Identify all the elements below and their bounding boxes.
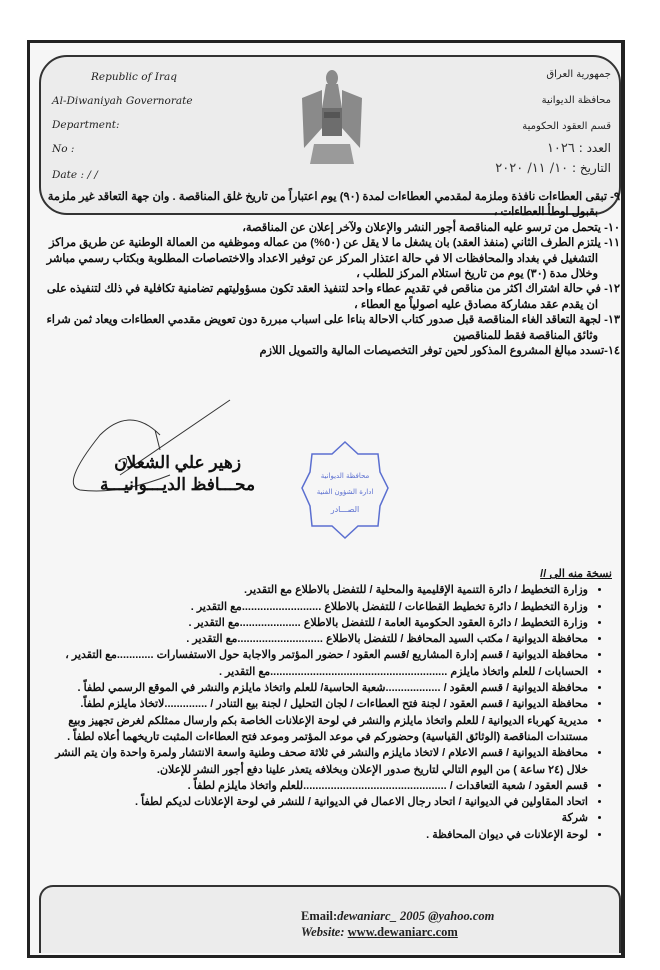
- copy-recipient: • لوحة الإعلانات في ديوان المحافظة .: [40, 827, 588, 843]
- header-en-department: Department:: [52, 119, 120, 131]
- header-en-governorate: Al-Diwaniyah Governorate: [52, 95, 193, 107]
- copy-recipient: • الحسابات / للعلم واتخاذ مايلزم ..........................................................مع التقدير .: [40, 664, 588, 680]
- website-link[interactable]: www.dewaniarc.com: [347, 925, 458, 939]
- footer-website: [301, 925, 458, 940]
- clause-11: ١١- يلتزم الطرف الثاني (منفذ العقد) بان يشغل ما لا يقل عن (٥٠%) من عماله وموظفيه من العمالة الوطنية عن طريق مراكز التشغيل في بغداد والمحافظات الا في حالة اعتذار المركز عن توفير الاعداد والاختصاصات المطلوبة وبكتاب رسمي مباشر وخلال مدة (٣٠) يوم من تاريخ استلام المركز للطلب ،: [46, 237, 620, 281]
- clause-13: ١٣- لجهة التعاقد الغاء المناقصة قبل صدور كتاب الاحالة بناءا على اسباب مبررة دون تعويض مقدمي العطاءات ويعاد ثمن شراء وثائق المناقصة فقط للمناقصين: [46, 314, 620, 342]
- copy-recipient: • محافظة الديوانية / مكتب السيد المحافظ / للتفضل بالاطلاع ............................مع التقدير .: [40, 631, 588, 647]
- official-stamp-icon: [300, 440, 390, 540]
- signatory-name: زهير علي الشعلان: [114, 453, 242, 472]
- clause-14: ١٤-تسدد مبالغ المشروع المذكور لحين توفر التخصيصات المالية والتمويل اللازم: [259, 345, 620, 358]
- number-label: العدد :: [578, 141, 611, 155]
- tender-clauses: [40, 190, 620, 359]
- copy-recipient: • محافظة الديوانية / قسم العقود / ..................شعبة الحاسبة/ للعلم واتخاذ مايلزم والنشر في الموقع الرسمي لطفاً .: [40, 680, 588, 696]
- copy-recipient: • محافظة الديوانية / قسم العقود / لجنة فتح العطاءات / لجان التحليل / لجنة بيع التنادر / ..............لاتخاذ مايلزم لطفاً.: [40, 696, 588, 712]
- footer-email: [301, 909, 494, 924]
- copy-recipient: • اتحاد المقاولين في الديوانية / اتحاد رجال الاعمال في الديوانية / للنشر في لوحة الإعلانات لديكم لطفاً .: [40, 794, 588, 810]
- header-en-date: Date : / /: [52, 169, 98, 181]
- date-value: ١٠/ ١١/ ٢٠٢٠: [495, 161, 569, 176]
- header-en-country: Republic of Iraq: [91, 71, 177, 83]
- website-label: Website:: [301, 925, 345, 939]
- email-address[interactable]: dewaniarc_ 2005 @yahoo.com: [337, 909, 495, 923]
- email-label: Email:: [301, 909, 338, 923]
- stamp-line1: محافظة الديوانية: [320, 472, 370, 480]
- signatory-title: محـــافظ الديـــوانيـــة: [100, 475, 256, 494]
- copy-recipient: • وزارة التخطيط / دائرة تخطيط القطاعات / للتفضل بالاطلاع ..........................مع التقدير .: [40, 599, 588, 615]
- date-label: التاريخ :: [571, 161, 611, 175]
- clause-12: ١٢- في حالة اشتراك اكثر من مناقص في تقديم عطاء واحد لتنفيذ العقد تكون مسؤوليتهم تضامنية تكافلية في ذلك لتنفيذه على ان يقدم عقد مشاركة مصادق عليه اصولياً مع العطاء ،: [46, 283, 620, 311]
- header-ar-country: جمهورية العراق: [546, 69, 611, 80]
- stamp-line2: ادارة الشؤون الفنية: [316, 488, 374, 496]
- clause-9: ٩- تبقى العطاءات نافذة وملزمة لمقدمي العطاءات لمدة (٩٠) يوم اعتباراً من تاريخ غلق المناقصة . وان جهة التعاقد غير ملزمة بقبول اوطأ العطاءات ،: [47, 191, 620, 219]
- stamp-line3: الصـــادر: [330, 505, 360, 514]
- copy-recipient: • محافظة الديوانية / قسم الاعلام / لاتخاذ مايلزم والنشر في ثلاثة صحف وطنية واسعة الانتشار ولمرة واحدة وان يتم النشر خلال (٢٤ ساعة ) من اليوم التالي لتاريخ صدور الإعلان وبخلافه يتعذر علينا دفع أجور النشر للإعلان.: [40, 745, 588, 778]
- signature-block: [100, 452, 255, 496]
- copies-list: [40, 566, 620, 843]
- iraq-eagle-emblem-icon: [300, 68, 364, 173]
- header-ar-date: [495, 161, 611, 176]
- number-value: ١٠٢٦: [546, 141, 575, 156]
- copy-recipient: • قسم العقود / شعبة التعاقدات / ...............................................للعلم واتخاذ مايلزم لطفاً .: [40, 778, 588, 794]
- clause-10: ١٠- يتحمل من ترسو عليه المناقصة أجور النشر والإعلان ولآخر إعلان عن المناقصة،: [242, 221, 620, 234]
- header-ar-department: قسم العقود الحكومية: [522, 121, 611, 132]
- header-en-number: No :: [52, 143, 75, 155]
- copy-recipient: • محافظة الديوانية / قسم إدارة المشاريع /قسم العقود / حضور المؤتمر والاجابة حول الاستفسارات ............مع التقدير ،: [40, 647, 588, 663]
- copies-title: نسخة منه الى //: [540, 568, 612, 580]
- copy-recipient: • مديرية كهرباء الديوانية / للعلم واتخاذ مايلزم والنشر في لوحة الإعلانات الخاصة بكم وارسال ممثلكم لغرض تجهيز وبيع مستندات المناقصة (الوثائق القياسية) وحضوركم في موعد المؤتمر وموعد فتح العطاءات المثبت تاريخهما أعلاه لطفاً .: [40, 713, 588, 746]
- copy-recipient: • وزارة التخطيط / دائرة العقود الحكومية العامة / للتفضل بالاطلاع ....................مع التقدير .: [40, 615, 588, 631]
- copy-recipient: • شركة: [40, 810, 588, 826]
- copy-recipient: • وزارة التخطيط / دائرة التنمية الإقليمية والمحلية / للتفضل بالاطلاع مع التقدير.: [40, 582, 588, 598]
- header-ar-governorate: محافظة الديوانية: [541, 95, 611, 106]
- header-ar-number: [547, 141, 611, 156]
- letterhead-footer: [39, 885, 621, 953]
